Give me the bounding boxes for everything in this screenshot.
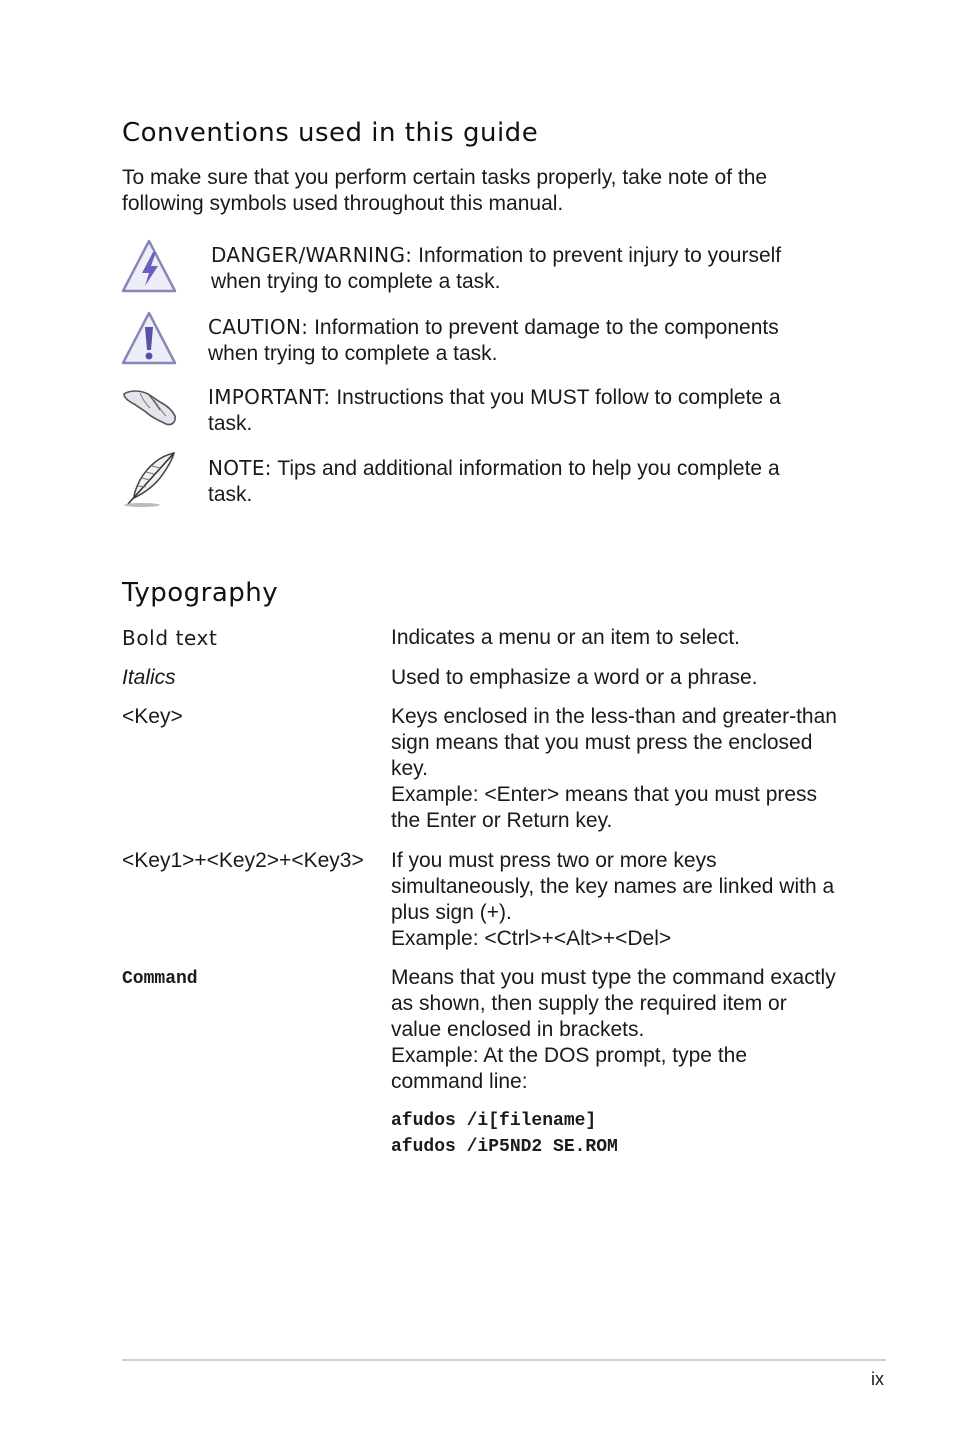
caution-icon [120,310,178,368]
notice-note [208,455,828,508]
command-example-block [391,1108,618,1160]
danger-warning-icon [120,238,178,296]
desc-line: Keys enclosed in the less-than and greater-than sign means that you must press the enclosed key. [391,705,837,780]
typography-desc-key-combo [391,848,841,952]
desc-line: Means that you must type the command exactly as shown, then supply the required item or value enclosed in brackets. [391,966,836,1041]
desc-line: Used to emphasize a word or a phrase. [391,666,758,689]
notice-keyword: CAUTION: [208,315,309,339]
notice-keyword: NOTE: [208,456,272,480]
note-feather-icon [120,450,178,508]
typography-term-bold: Bold text [122,626,218,650]
typography-term-italics: Italics [122,666,176,689]
notice-danger [211,242,831,295]
notice-important [208,384,828,437]
desc-line: Indicates a menu or an item to select. [391,626,741,649]
typography-desc-bold [391,625,841,651]
command-line: afudos /iP5ND2 SE.ROM [391,1137,618,1157]
desc-example: Example: <Enter> means that you must press the Enter or Return key. [391,783,818,832]
intro-paragraph [122,165,767,217]
typography-term-command: Command [122,969,198,989]
desc-example: Example: <Ctrl>+<Alt>+<Del> [391,927,672,950]
notice-caution [208,314,828,367]
footer-divider [122,1359,886,1361]
notice-text: Information to prevent injury to yourself when trying to complete a task. [211,244,782,293]
section-title-typography: Typography [122,578,279,608]
intro-line-1: To make sure that you perform certain tasks properly, take note of the [122,166,768,189]
typography-desc-italics [391,665,841,691]
page-number: ix [871,1369,884,1389]
notice-keyword: IMPORTANT: [208,385,331,409]
typography-term-key: <Key> [122,705,183,728]
notice-text: Tips and additional information to help you complete a task. [208,457,780,506]
desc-line: If you must press two or more keys simultaneously, the key names are linked with a plus sign (+). [391,849,835,924]
important-hand-icon [120,380,178,438]
typography-desc-command [391,965,841,1095]
section-title-conventions: Conventions used in this guide [122,118,539,148]
command-line: afudos /i[filename] [391,1111,597,1131]
notice-keyword: DANGER/WARNING: [211,243,413,267]
notice-text: Instructions that you MUST follow to complete a task. [208,386,781,435]
notice-text: Information to prevent damage to the components when trying to complete a task. [208,316,779,365]
desc-example: Example: At the DOS prompt, type the command line: [391,1044,748,1093]
typography-desc-key [391,704,841,834]
intro-line-2: following symbols used throughout this manual. [122,192,564,215]
typography-term-key-combo: <Key1>+<Key2>+<Key3> [122,849,364,872]
